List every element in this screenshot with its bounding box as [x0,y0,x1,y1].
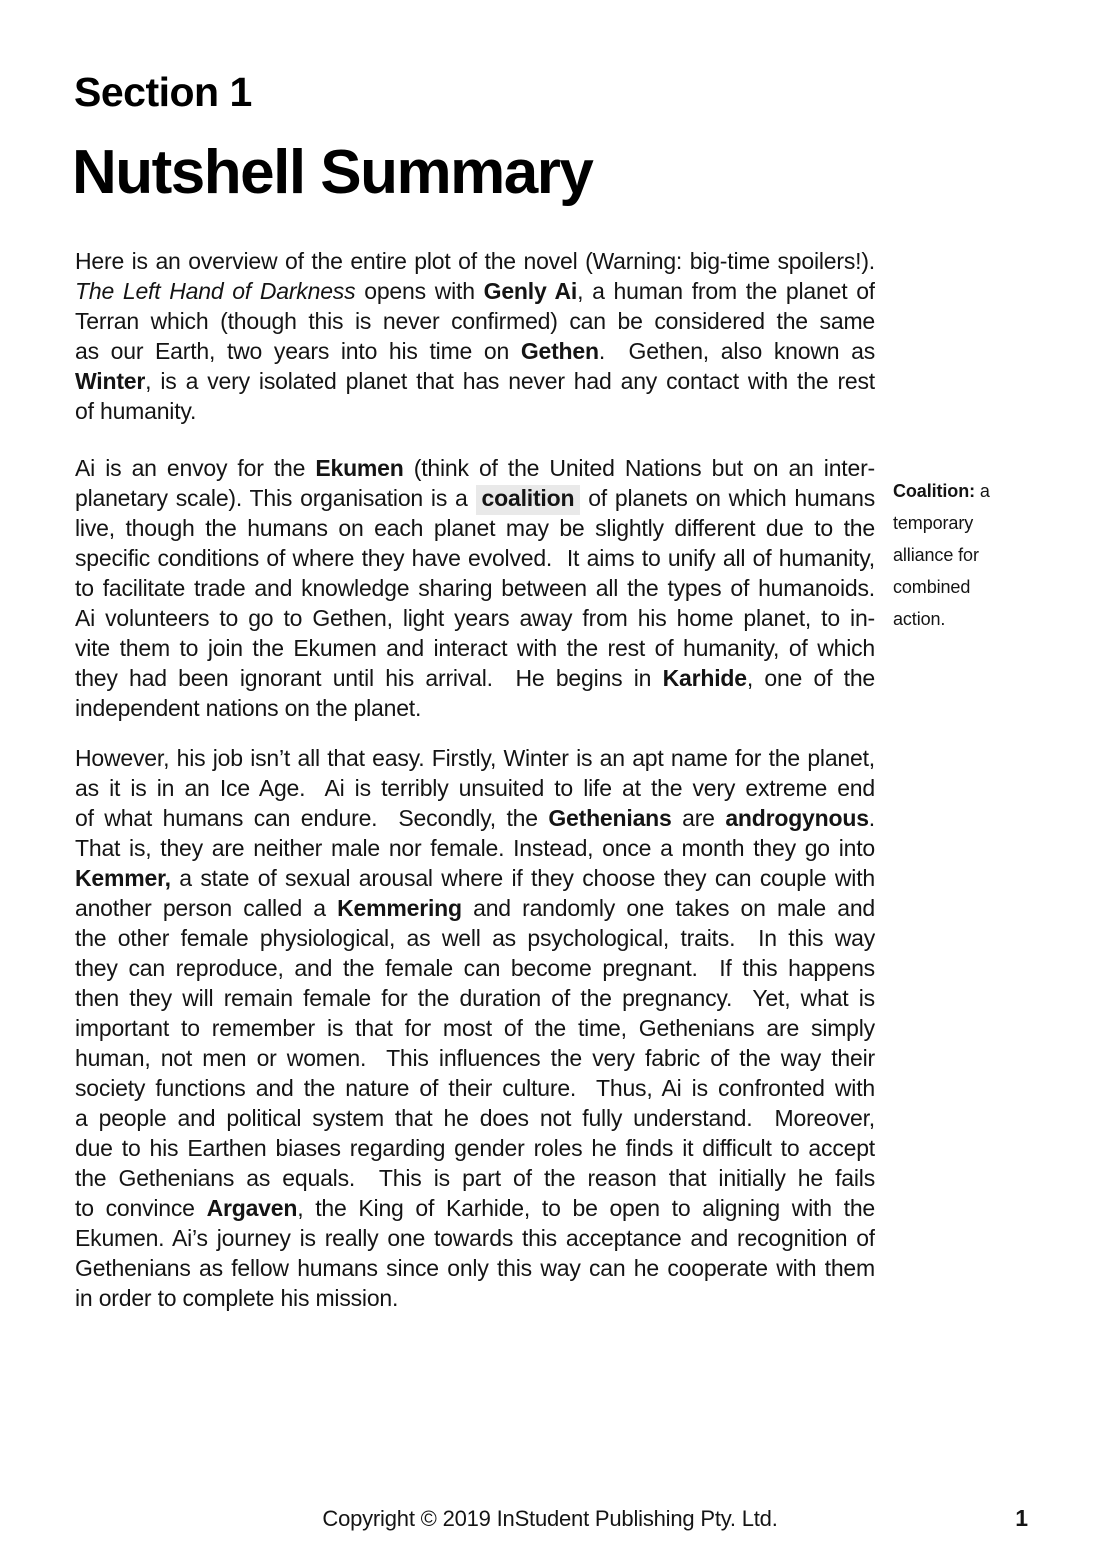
margin-note-line: combined [893,577,971,597]
text-line: independent nations on the planet. [75,695,422,721]
text-line: human, not men or women. This influences the very fabric of the way their [75,1045,875,1071]
section-label: Section 1 [74,69,252,115]
text-line: as our Earth, two years into his time on Gethen. Gethen, also known as [75,338,875,364]
text-line: Terran which (though this is never confirmed) can be considered the same [75,308,875,334]
text-line: due to his Earthen biases regarding gender roles he finds it difficult to accept [75,1135,875,1161]
paragraph [75,455,875,725]
text-line: the other female physiological, as well as psychological, traits. In this way [75,925,875,951]
margin-note-line: alliance for [893,545,979,565]
body-text [75,248,875,1315]
text-line: of what humans can endure. Secondly, the Gethenians are androgynous. [75,805,875,831]
text-line: in order to complete his mission. [75,1285,399,1311]
margin-note-coalition [893,481,1028,641]
highlighted-term: coalition [476,485,581,515]
text-line: they had been ignorant until his arrival. He begins in Karhide, one of the [75,665,875,691]
text-line: to convince Argaven, the King of Karhide, to be open to aligning with the [75,1195,875,1221]
text-line: a people and political system that he does not fully understand. Moreover, [75,1105,875,1131]
text-line: Ai is an envoy for the Ekumen (think of the United Nations but on an inter- [75,455,875,481]
text-line: Gethenians as fellow humans since only this way can he cooperate with them [75,1255,875,1281]
paragraph [75,248,875,428]
paragraph [75,745,875,1315]
text-line: they can reproduce, and the female can become pregnant. If this happens [75,955,875,981]
text-line: vite them to join the Ekumen and interact with the rest of humanity, of which [75,635,875,661]
text-line: That is, they are neither male nor female. Instead, once a month they go into [75,835,875,861]
text-line: live, though the humans on each planet may be slightly different due to the [75,515,875,541]
footer-copyright: Copyright © 2019 InStudent Publishing Pty. Ltd. [322,1506,778,1531]
margin-note-line: action. [893,609,946,629]
text-line: planetary scale). This organisation is a coalition of planets on which humans [75,485,875,515]
text-line: as it is in an Ice Age. Ai is terribly unsuited to life at the very extreme end [75,775,875,801]
page-number: 1 [1015,1505,1028,1531]
text-line: then they will remain female for the duration of the pregnancy. Yet, what is [75,985,875,1011]
text-line: Ai volunteers to go to Gethen, light years away from his home planet, to in- [75,605,875,631]
margin-note-line: temporary [893,513,974,533]
text-line: specific conditions of where they have evolved. It aims to unify all of humanity, [75,545,875,571]
text-line: Ekumen. Ai’s journey is really one towards this acceptance and recognition of [75,1225,875,1251]
page-title: Nutshell Summary [72,138,593,207]
text-line: Kemmer, a state of sexual arousal where if they choose they can couple with [75,865,875,891]
text-line: Here is an overview of the entire plot of the novel (Warning: big-time spoilers!). [75,248,875,274]
text-line: to facilitate trade and knowledge sharing between all the types of humanoids. [75,575,875,601]
text-line: However, his job isn’t all that easy. Firstly, Winter is an apt name for the planet, [75,745,875,771]
text-line: important to remember is that for most of the time, Gethenians are simply [75,1015,875,1041]
text-line: another person called a Kemmering and randomly one takes on male and [75,895,875,921]
text-line: The Left Hand of Darkness opens with Genly Ai, a human from the planet of [75,278,875,304]
text-line: of humanity. [75,398,197,424]
text-line: the Gethenians as equals. This is part of the reason that initially he fails [75,1165,875,1191]
margin-note-line: Coalition: a [893,481,990,501]
text-line: society functions and the nature of their culture. Thus, Ai is confronted with [75,1075,875,1101]
text-line: Winter, is a very isolated planet that has never had any contact with the rest [75,368,875,394]
